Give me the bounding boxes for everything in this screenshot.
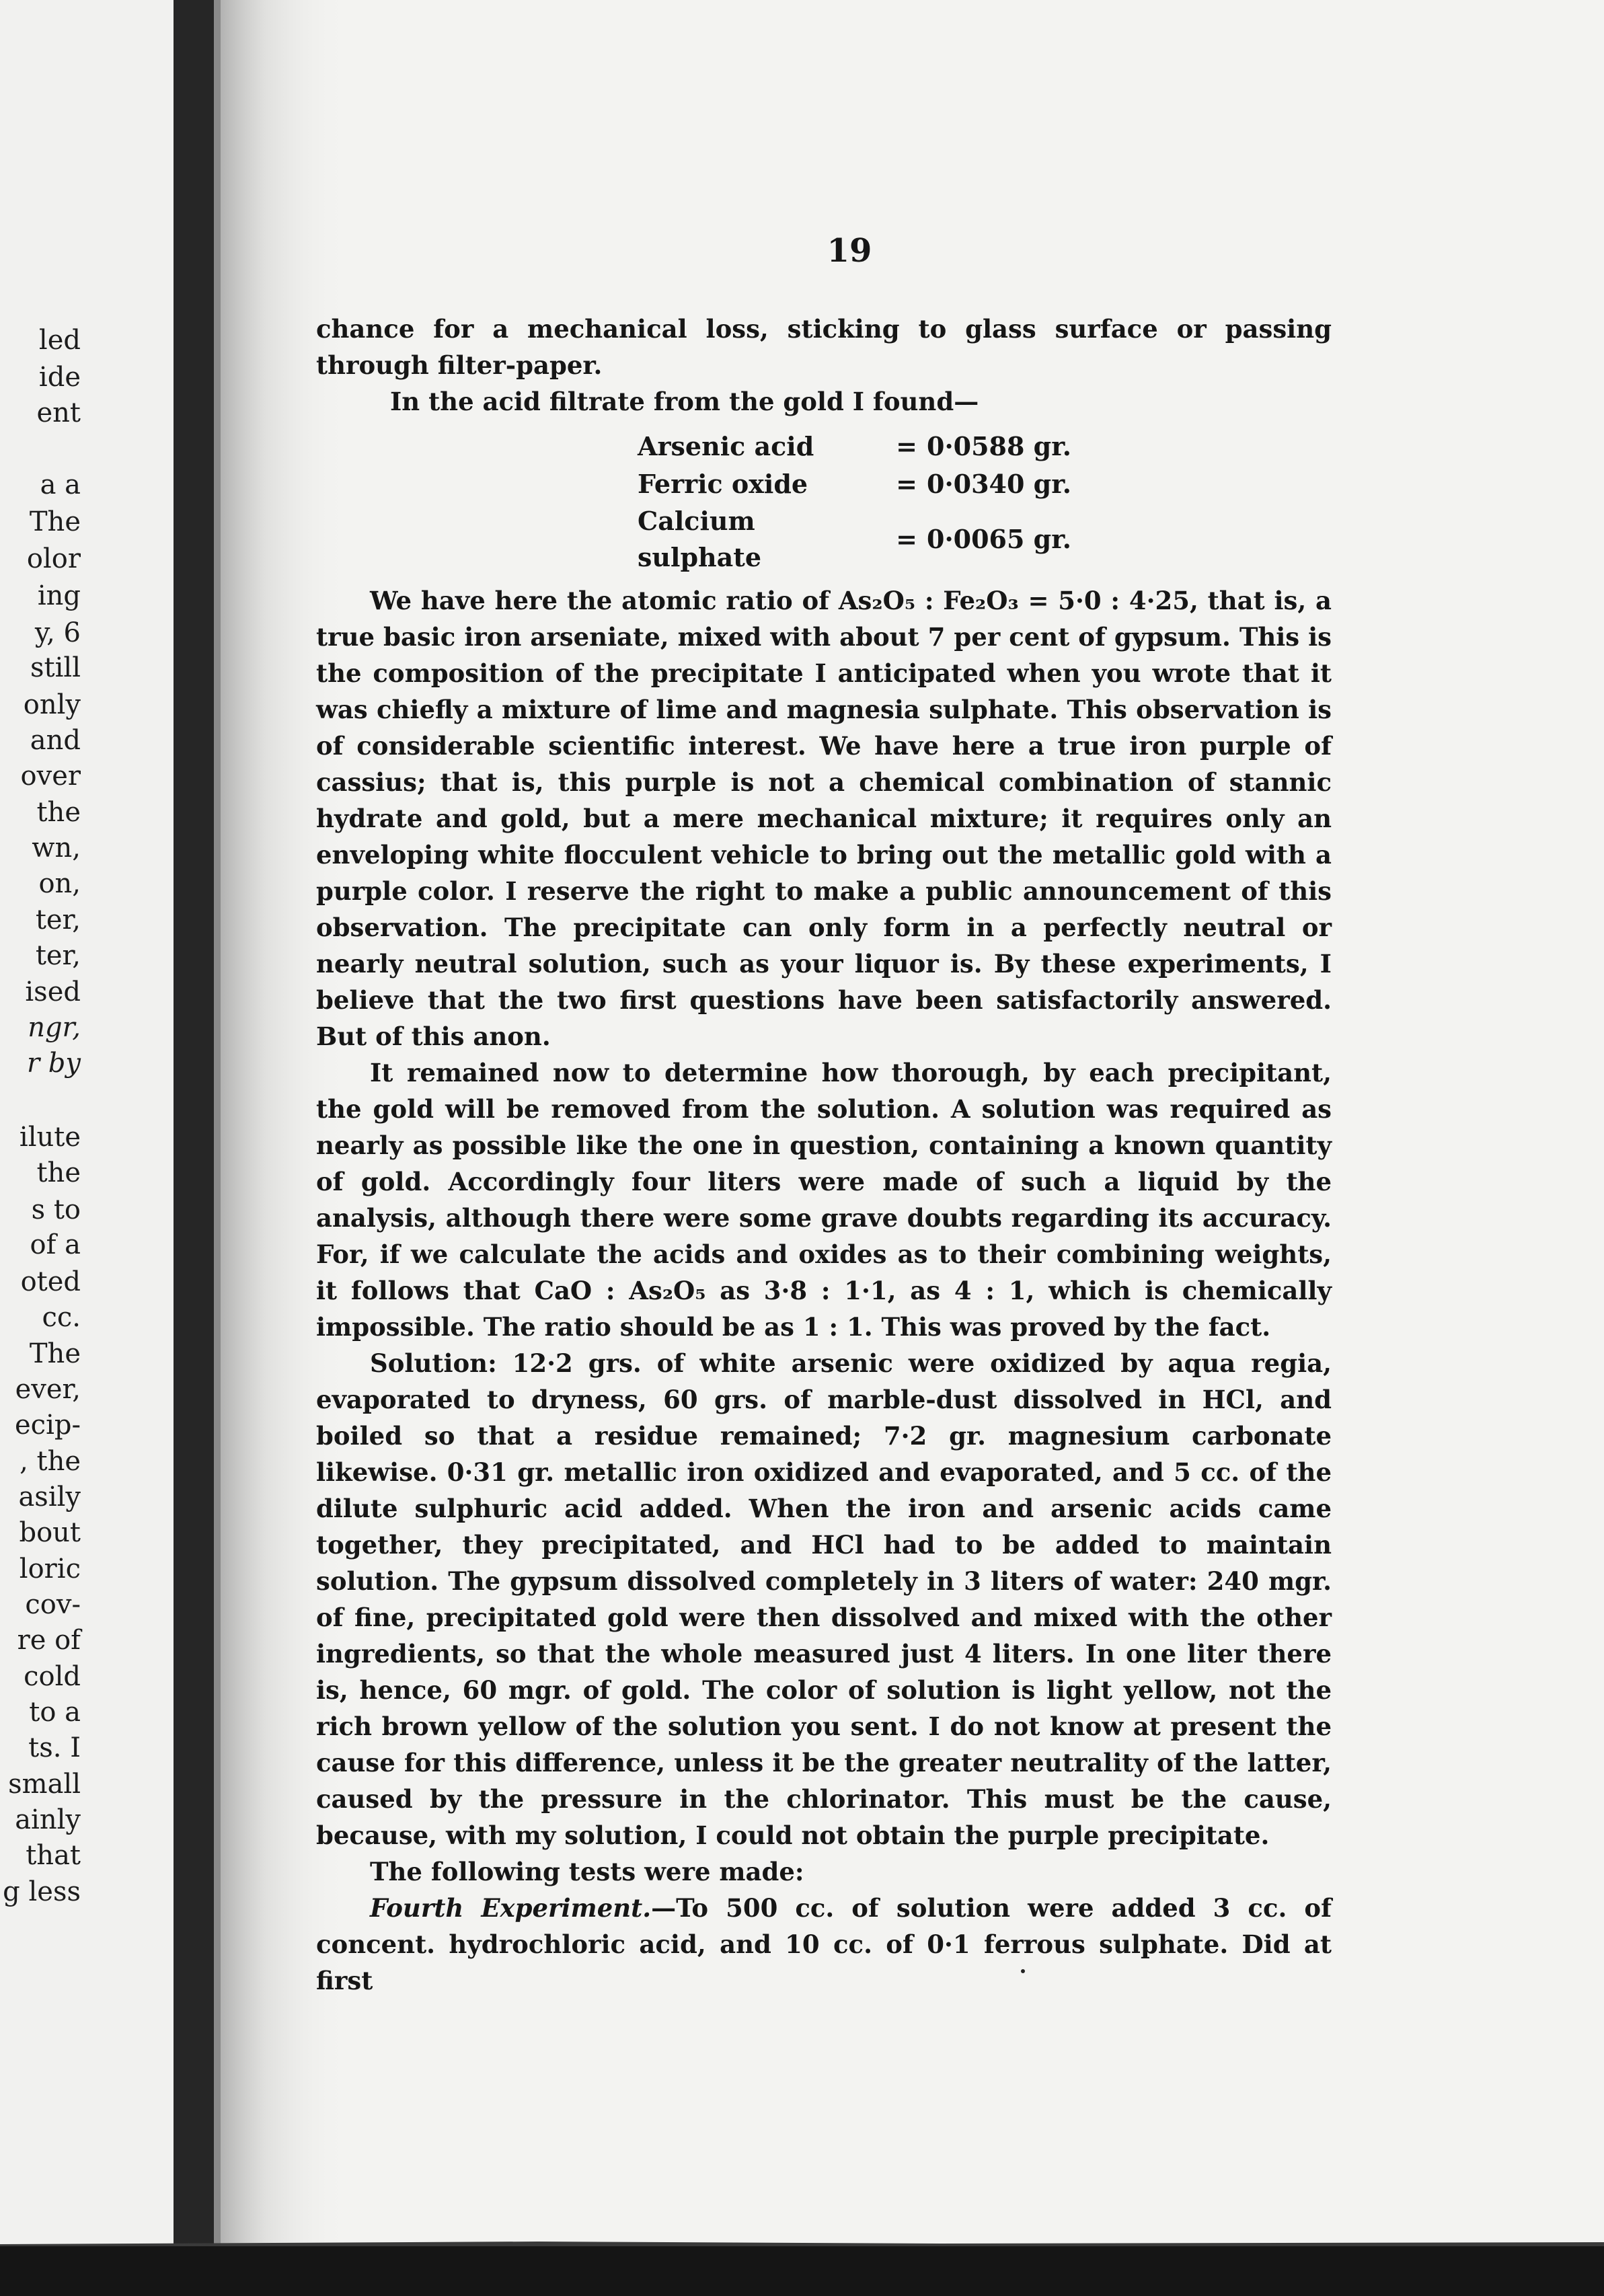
substance-name: Arsenic acid bbox=[638, 431, 814, 461]
equals-sign: = bbox=[896, 431, 917, 461]
paragraph-5: Solution: 12·2 grs. of white arsenic were oxidized by aqua regia, evaporated to dryness, 60 grs. of marble-dust dissolved in HCl, and boiled so that a residue remained; 7·2 gr. magnesium carbonate likewise. 0·31 gr. metallic iron oxidized and evaporated, and 5 cc. of the dilute sulphuric acid added. When the iron and arsenic acids came together, they precipitated, and HCl had to be added to maintain solution. The gypsum dissolved completely in 3 liters of water: 240 mgr. of fine, precipitated gold were then dissolved and mixed with the other ingredients, so that the whole measured just 4 liters. In one liter there is, hence, 60 mgr. of gold. The color of solution is light yellow, not the rich brown yellow of the solution you sent. I do not know at present the cause for this difference, unless it be the greater neutrality of the latter, caused by the pressure in the chlorinator. This must be the cause, because, with my solution, I could not obtain the purple precipitate. bbox=[316, 1348, 1332, 1850]
paragraph-3: We have here the atomic ratio of As₂O₅ : Fe₂O₃ = 5·0 : 4·25, that is, a true basic iron arseniate, mixed with about 7 per cent of gypsum. This is the composition of the precipitate I anticipated when you wrote that it was chiefly a mixture of lime and magnesia sulphate. This observation is of considerable scientific interest. We have here a true iron purple of cassius; that is, this purple is not a chemical combination of stannic hydrate and gold, but a mere mechanical mixture; it requires only an enveloping white flocculent vehicle to bring out the metallic gold with a purple color. I reserve the right to make a public announcement of this observation. The precipitate can only form in a perfectly neutral or nearly neutral solution, such as your liquor is. By these experiments, I believe that the two first questions have been satisfactorily answered. But of this anon. bbox=[316, 586, 1332, 1051]
left-page-edge-line: over bbox=[20, 761, 81, 792]
left-page-edge-line: only bbox=[23, 689, 81, 720]
left-page-edge-line: y, 6 bbox=[34, 617, 81, 648]
left-page-edge-line: cc. bbox=[42, 1302, 81, 1333]
left-page-edge-line: ilute bbox=[19, 1122, 81, 1153]
left-page-edge-line: ts. I bbox=[28, 1732, 81, 1763]
substance-value: 0·0065 gr. bbox=[927, 524, 1071, 554]
paragraph-2: In the acid filtrate from the gold I found— bbox=[390, 387, 979, 416]
left-page-edge-line: re of bbox=[17, 1625, 81, 1656]
results-table bbox=[638, 428, 1088, 576]
left-page-edge-line: The bbox=[29, 1338, 81, 1369]
left-page-edge-line: ecip- bbox=[15, 1410, 81, 1441]
left-page-edge-line: on, bbox=[38, 868, 81, 899]
left-page-edge-line: to a bbox=[29, 1697, 81, 1728]
left-page-edge-line: bout bbox=[19, 1517, 81, 1548]
left-page-edge-line: ter, bbox=[35, 905, 81, 935]
ink-speck bbox=[1021, 1969, 1025, 1973]
left-page-edge-line: the bbox=[36, 1157, 81, 1188]
left-page-edge-line: cold bbox=[24, 1661, 81, 1692]
left-page-edge-line: , the bbox=[20, 1446, 81, 1477]
table-row bbox=[638, 503, 1088, 576]
paragraph-4: It remained now to determine how thorough, by each precipitant, the gold will be removed from the solution. A solution was required as nearly as possible like the one in question, containing a known quantity of gold. Accordingly four liters were made of such a liquid by the analysis, although there were some grave doubts regarding its accuracy. For, if we calculate the acids and oxides as to their combining weights, it follows that CaO : As₂O₅ as 3·8 : 1·1, as 4 : 1, which is chemically impossible. The ratio should be as 1 : 1. This was proved by the fact. bbox=[316, 1058, 1332, 1342]
bottom-edge-band bbox=[0, 2246, 1604, 2296]
left-page-edge-line: wn, bbox=[32, 833, 81, 864]
left-page-edge-line: s to bbox=[31, 1194, 81, 1225]
table-row bbox=[638, 428, 1088, 465]
page-body bbox=[316, 311, 1332, 1999]
paragraph-7 bbox=[316, 1890, 1332, 1999]
left-page-edge-line: a a bbox=[40, 469, 81, 500]
substance-value: 0·0340 gr. bbox=[927, 469, 1071, 499]
left-page-edge-line: that bbox=[26, 1840, 81, 1871]
binding-stripe bbox=[174, 0, 218, 2296]
left-page-edge-line: and bbox=[30, 725, 81, 756]
left-page-edge-line: led bbox=[38, 325, 81, 356]
left-page-edge-line: ide bbox=[38, 362, 81, 393]
left-page-edge-line: asily bbox=[18, 1482, 81, 1513]
left-page-edge-line: r by bbox=[26, 1048, 81, 1079]
left-page-edge-line: the bbox=[36, 797, 81, 828]
table-row bbox=[638, 465, 1088, 503]
left-page-edge-line: ised bbox=[25, 977, 81, 1007]
experiment-text: —To 500 cc. of solution were added 3 cc. of concent. hydrochloric acid, and 10 cc. of 0·1 ferrous sulphate. Did at first bbox=[316, 1893, 1332, 1995]
left-page-edge-line: loric bbox=[19, 1554, 81, 1584]
left-page-edge-line: oted bbox=[20, 1266, 81, 1297]
left-page-edge-line: ever, bbox=[15, 1374, 81, 1405]
left-page-edge-line: ent bbox=[36, 397, 81, 428]
left-page-edge-line: small bbox=[8, 1769, 81, 1800]
left-page-edge-line: g less bbox=[3, 1876, 81, 1907]
left-page-edge-line: cov- bbox=[25, 1589, 81, 1620]
substance-name: Ferric oxide bbox=[638, 469, 808, 499]
left-page-edge-line: of a bbox=[30, 1229, 81, 1260]
left-page-edge-line: The bbox=[29, 506, 81, 537]
left-page-edge-line: still bbox=[30, 652, 81, 683]
experiment-heading: Fourth Experiment. bbox=[370, 1893, 652, 1923]
left-page-edge-line: ainly bbox=[15, 1804, 81, 1835]
left-page-edge-line: ngr, bbox=[28, 1012, 81, 1043]
equals-sign: = bbox=[896, 469, 917, 499]
left-page-edge-line: ing bbox=[37, 580, 81, 611]
binding-highlight bbox=[214, 0, 221, 2296]
left-page-edge-line: olor bbox=[26, 543, 81, 574]
paragraph-1: chance for a mechanical loss, sticking to glass surface or passing through filter-paper. bbox=[316, 314, 1332, 380]
paragraph-6: The following tests were made: bbox=[370, 1857, 804, 1886]
equals-sign: = bbox=[896, 524, 917, 554]
page-number: 19 bbox=[827, 232, 872, 270]
substance-value: 0·0588 gr. bbox=[927, 431, 1071, 461]
left-page-edge-line: ter, bbox=[35, 940, 81, 971]
substance-name: Calcium sulphate bbox=[638, 506, 762, 572]
